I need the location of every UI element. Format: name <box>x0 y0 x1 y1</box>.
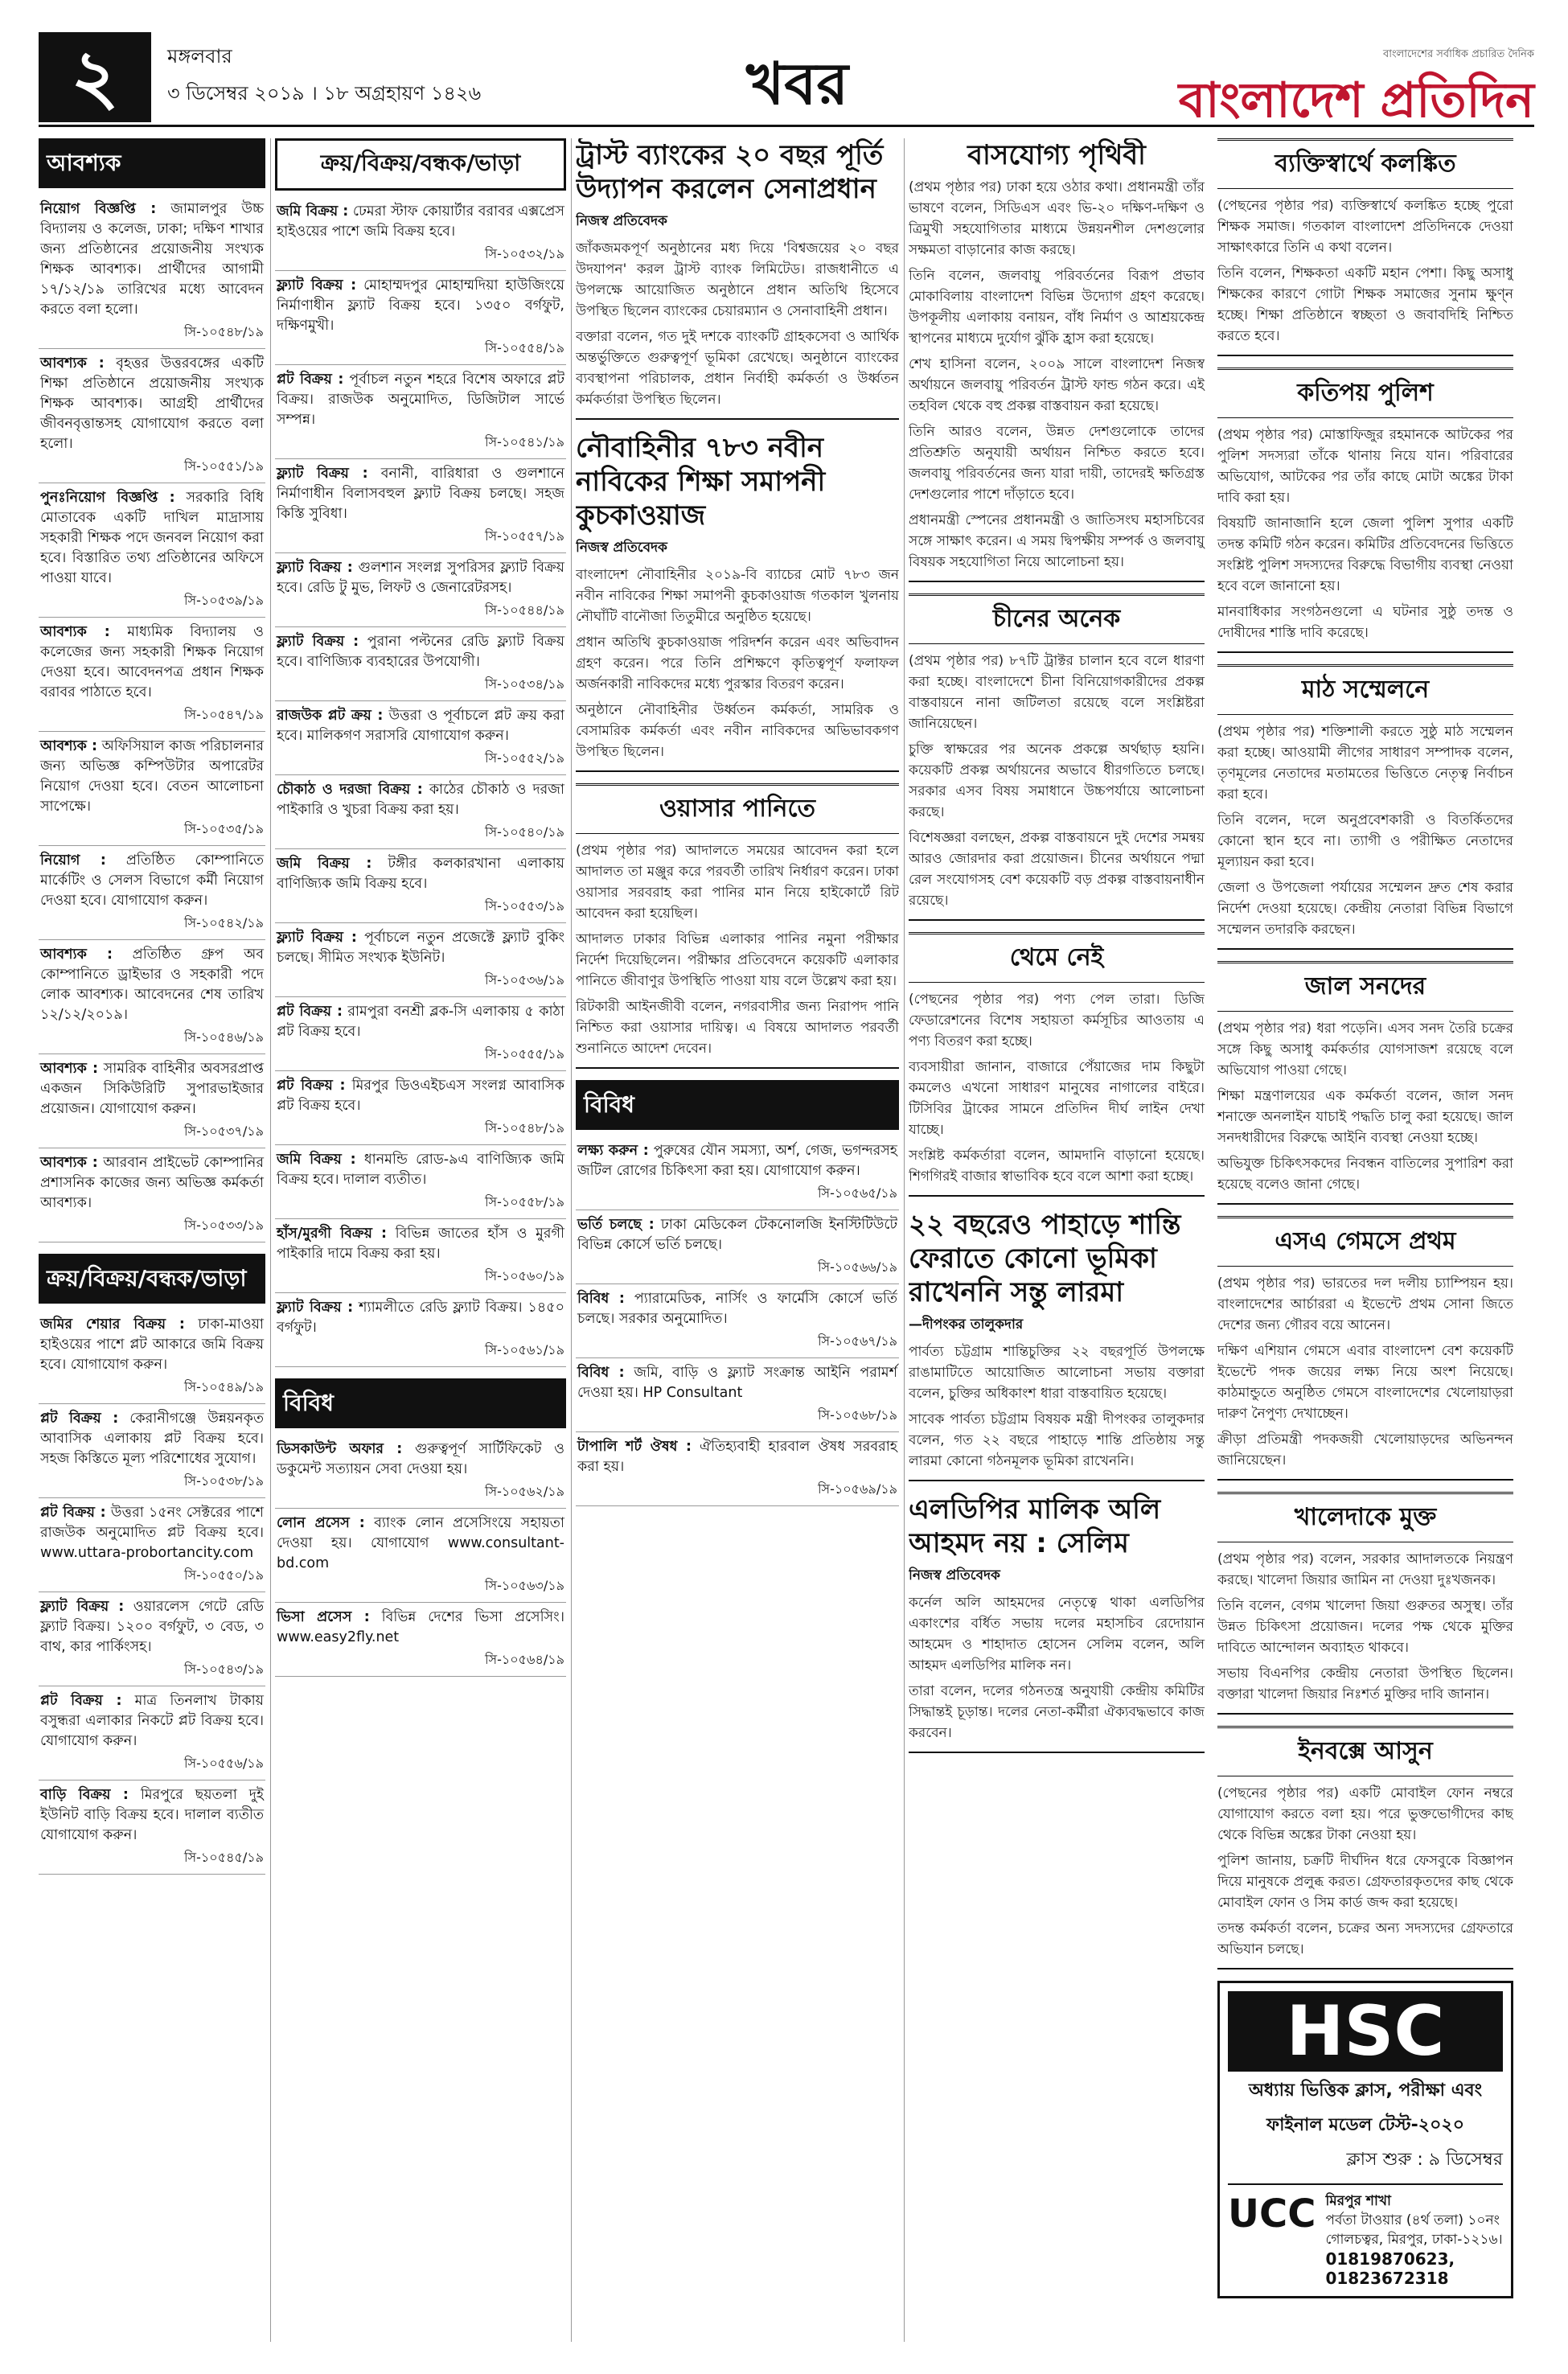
ad-code: সি-১০৫৩৯/১৯ <box>183 593 264 608</box>
ad-text: কাঠের চৌকাঠ ও দরজা পাইকারি ও খুচরা বিক্রয় করা হয়। <box>277 782 564 818</box>
article-paragraph: প্রধানমন্ত্রী স্পেনের প্রধানমন্ত্রী ও জাতিসংঘ মহাসচিবের সঙ্গে সাক্ষাৎ করেন। এ সময় দ্বিপক্ষীয় সম্পর্ক ও জলবায়ু বিষয়ক সহযোগিতা নিয়ে আলোচনা হয়। <box>909 512 1205 570</box>
article-navy <box>576 431 899 772</box>
ad-code: সি-১০৫৪৮/১৯ <box>183 324 264 339</box>
ad-code: সি-১০৫৬৯/১৯ <box>817 1481 897 1497</box>
article-paragraph: সাবেক পার্বত্য চট্টগ্রাম বিষয়ক মন্ত্রী দীপংকর তালুকদার বলেন, গত ২২ বছরে পাহাড়ে শান্তি প্রতিষ্ঠায় সন্তু লারমা কোনো গঠনমূলক ভূমিকা রাখেননি। <box>909 1411 1205 1469</box>
classified-ad <box>275 1603 566 1677</box>
classified-ad <box>39 1054 265 1148</box>
article-paragraph: (প্রথম পৃষ্ঠার পর) ঢাকা হয়ে ওঠার কথা। প্রধানমন্ত্রী তাঁর ভাষণে বলেন, সিডিএস এবং ভি-২০ দক্ষিণ-দক্ষিণ ও ত্রিমুখী সহযোগিতার মাধ্যমে উন্নয়নশীল দেশগুলোর সক্ষমতা বাড়ানোর কাজ করছে। <box>909 179 1205 258</box>
ucc-phone: 01823672318 <box>1325 2269 1449 2288</box>
ad-title: আবশ্যক : <box>40 624 110 640</box>
article-paragraph: (প্রথম পৃষ্ঠার পর) ৮৭টি ট্রাক্টর চালান হবে বলে ধারণা করা হচ্ছে। বাংলাদেশে চীনা বিনিয়োগকারীদের প্রকল্প বাস্তবায়নে নানা জটিলতা রয়েছে বলে সংশ্লিষ্টরা জানিয়েছেন। <box>909 653 1205 732</box>
ad-text: অফিসিয়াল কাজ পরিচালনার জন্য অভিজ্ঞ কম্পিউটার অপারেটর নিয়োগ দেওয়া হবে। বেতন আলোচনা সাপেক্ষে। <box>40 738 264 815</box>
ad-text: সামরিক বাহিনীর অবসরপ্রাপ্ত একজন সিকিউরিটি সুপারভাইজার প্রয়োজন। যোগাযোগ করুন। <box>40 1061 264 1117</box>
ad-title: আবশ্যক : <box>40 355 105 372</box>
ad-text: বিভিন্ন দেশের ভিসা প্রসেসিং। www.easy2fly.net <box>277 1609 564 1645</box>
classified-ad <box>275 459 566 553</box>
ad-code: সি-১০৫৬৬/১৯ <box>817 1259 897 1275</box>
ad-code: সি-১০৫৫০/১৯ <box>183 1567 264 1583</box>
article-headline: খালেদাকে মুক্ত <box>1217 1492 1513 1542</box>
ad-code: সি-১০৫৪৪/১৯ <box>484 602 564 618</box>
column-divider <box>571 138 572 2342</box>
ad-code: সি-১০৫৫৮/১৯ <box>484 1194 564 1210</box>
ad-code: সি-১০৫৫৬/১৯ <box>183 1756 264 1771</box>
classified-ad <box>39 1686 265 1780</box>
classified-ad <box>39 940 265 1054</box>
ad-code: সি-১০৫৩৬/১৯ <box>484 972 564 988</box>
article-headline: কতিপয় পুলিশ <box>1217 368 1513 418</box>
article-headline: ২২ বছরেও পাহাড়ে শান্তি ফেরাতে কোনো ভূমিকা রাখেননি সন্তু লারমা <box>909 1209 1181 1308</box>
article-headline: নৌবাহিনীর ৭৮৩ নবীন নাবিকের শিক্ষা সমাপনী কুচকাওয়াজ <box>576 432 826 532</box>
hsc-coaching-advertisement <box>1217 1981 1513 2298</box>
article-theme-nei <box>909 932 1205 1197</box>
section-title: খবর <box>746 50 848 117</box>
article-byline: —দীপংকর তালুকদার <box>909 1316 1024 1333</box>
category-heading: বিবিধ <box>275 1378 566 1428</box>
article-paragraph: ক্রীড়া প্রতিমন্ত্রী পদকজয়ী খেলোয়াড়দের অভিনন্দন জানিয়েছেন। <box>1217 1431 1513 1468</box>
article-paragraph: পার্বত্য চট্টগ্রাম শান্তিচুক্তির ২২ বছরপূর্তি উপলক্ষে রাঙামাটিতে আয়োজিত আলোচনা সভায় বক্তারা বলেন, চুক্তির অধিকাংশ ধারা বাস্তবায়িত হয়েছে। <box>909 1344 1205 1402</box>
ad-title: প্লট বিক্রয় : <box>277 1078 346 1094</box>
article-headline: এলডিপির মালিক অলি আহমদ নয় : সেলিম <box>909 1493 1161 1559</box>
ad-title: ফ্ল্যাট বিক্রয় : <box>40 1599 125 1615</box>
article-headline: ওয়াসার পানিতে <box>576 783 899 834</box>
ad-text: বৃহত্তর উত্তরবঙ্গের একটি শিক্ষা প্রতিষ্ঠানে প্রয়োজনীয় সংখ্যক শিক্ষক আবশ্যক। আগ্রহী প্রার্থীদের জীবনবৃত্তান্তসহ যোগাযোগ করতে বলা হলো। <box>40 355 264 452</box>
article-paragraph: তিনি আরও বলেন, উন্নত দেশগুলোকে তাদের প্রতিশ্রুতি অনুযায়ী অর্থায়ন নিশ্চিত করতে হবে। জলবায়ু পরিবর্তনের জন্য যারা দায়ী, তাদেরই ক্ষতিগ্রস্ত দেশগুলোর পাশে দাঁড়াতে হবে। <box>909 424 1205 503</box>
ad-text: বনানী, বারিধারা ও গুলশানে নির্মাণাধীন বিলাসবহুল ফ্ল্যাট বিক্রয় চলছে। সহজ কিস্তি সুবিধা। <box>277 466 564 522</box>
ad-code: সি-১০৫৬৪/১৯ <box>484 1652 564 1667</box>
article-police <box>1217 368 1513 653</box>
ad-code: সি-১০৫৬২/১৯ <box>484 1484 564 1499</box>
ad-text: প্রতিষ্ঠিত কোম্পানিতে মার্কেটিং ও সেলস বিভাগে কর্মী নিয়োগ দেওয়া হবে। যোগাযোগ করুন। <box>40 852 264 909</box>
classified-ad <box>275 1071 566 1145</box>
classified-ad <box>275 627 566 701</box>
article-headline: ট্রাস্ট ব্যাংকের ২০ বছর পূর্তি উদ্যাপন করলেন সেনাপ্রধান <box>576 139 884 205</box>
ad-text: মাত্র তিনলাখ টাকায় বসুন্ধরা এলাকার নিকটে প্লট বিক্রয় হবে। যোগাযোগ করুন। <box>40 1693 264 1749</box>
ad-code: সি-১০৫৩৫/১৯ <box>183 821 264 836</box>
hsc-start-date: ক্লাস শুরু : ৯ ডিসেম্বর <box>1346 2150 1503 2170</box>
ad-title: জমি বিক্রয় : <box>277 856 372 872</box>
classified-ad <box>39 1404 265 1498</box>
article-headline: মাঠ সম্মেলনে <box>1217 664 1513 715</box>
ad-code: সি-১০৫৬৮/১৯ <box>817 1407 897 1423</box>
ad-title: নিয়োগ বিজ্ঞপ্তি : <box>40 201 157 217</box>
ad-title: প্লট বিক্রয় : <box>277 372 344 388</box>
page-header <box>39 32 1534 127</box>
ad-text: প্যারামেডিক, নার্সিং ও ফার্মেসি কোর্সে ভর্তি চলছে। সরকার অনুমোদিত। <box>577 1291 897 1327</box>
ad-code: সি-১০৫৩৩/১৯ <box>183 1218 264 1233</box>
article-khaleda <box>1217 1492 1513 1715</box>
ad-text: পুরুষের যৌন সমস্যা, অর্শ, গেজ, ভগন্দরসহ জটিল রোগের চিকিৎসা করা হয়। যোগাযোগ করুন। <box>577 1143 897 1179</box>
classified-ad <box>275 923 566 997</box>
ad-text: শ্যামলীতে রেডি ফ্ল্যাট বিক্রয়। ১৪৫০ বর্গফুট। <box>277 1300 564 1336</box>
article-paragraph: আদালত ঢাকার বিভিন্ন এলাকার পানির নমুনা পরীক্ষার নির্দেশ দিয়েছিলেন। পরীক্ষার প্রতিবেদনে কয়েকটি এলাকার পানিতে জীবাণুর উপস্থিতি পাওয়া যায় বলে উল্লেখ করা হয়। <box>576 931 899 989</box>
ucc-logo: UCC <box>1228 2191 1316 2236</box>
ad-text: কেরানীগঞ্জে উন্নয়নকৃত আবাসিক এলাকায় প্লট বিক্রয় হবে। সহজ কিস্তিতে মূল্য পরিশোধের সুযোগ। <box>40 1411 264 1467</box>
classified-ad <box>275 701 566 775</box>
article-headline: থেমে নেই <box>909 932 1205 983</box>
ad-code: সি-১০৫৪৩/১৯ <box>183 1661 264 1677</box>
hsc-subtitle: ফাইনাল মডেল টেস্ট-২০২০ <box>1266 2115 1464 2135</box>
ad-title: প্লট বিক্রয় : <box>40 1693 122 1709</box>
classified-ad <box>39 732 265 846</box>
ad-title: পুনঃনিয়োগ বিজ্ঞপ্তি : <box>40 490 175 506</box>
ad-text: ঢেমরা স্টাফ কোয়ার্টার বরাবর এক্সপ্রেস হাইওয়ের পাশে জমি বিক্রয় হবে। <box>277 203 564 240</box>
ad-title: টাপালি শর্ট ঔষধ : <box>577 1439 692 1455</box>
article-trust-bank <box>576 138 899 420</box>
ad-title: জমির শেয়ার বিক্রয় : <box>40 1316 185 1333</box>
article-math <box>1217 664 1513 950</box>
article-paragraph: অভিযুক্ত চিকিৎসকদের নিবন্ধন বাতিলের সুপারিশ করা হয়েছে বলেও জানা গেছে। <box>1217 1156 1513 1193</box>
ucc-branch: মিরপুর শাখা <box>1325 2193 1391 2209</box>
ad-title: বাড়ি বিক্রয় : <box>40 1787 129 1803</box>
ad-title: প্লট বিক্রয় : <box>40 1411 119 1427</box>
ad-code: সি-১০৫৬১/১৯ <box>484 1342 564 1357</box>
ad-code: সি-১০৫৪৬/১৯ <box>183 1029 264 1045</box>
article-byline: নিজস্ব প্রতিবেদক <box>576 540 667 556</box>
masthead <box>1179 47 1534 144</box>
ad-text: জমি, বাড়ি ও ফ্ল্যাট সংক্রান্ত আইনি পরামর্শ দেওয়া হয়। HP Consultant <box>577 1365 897 1401</box>
ad-text: রামপুরা বনশ্রী ব্লক-সি এলাকায় ৫ কাঠা প্লট বিক্রয় হবে। <box>277 1004 564 1040</box>
classified-ad <box>39 618 265 732</box>
article-paragraph: (প্রথম পৃষ্ঠার পর) মোস্তাফিজুর রহমানকে আটকের পর পুলিশ সদস্যরা তাঁকে থানায় নিয়ে যান। পরিবারের অভিযোগ, আটকের পর তাঁর কাছে মোটা অঙ্কের টাকা দাবি করা হয়। <box>1217 427 1513 506</box>
classified-ad <box>576 1210 899 1284</box>
ad-text: পূর্বাচল নতুন শহরে বিশেষ অফারে প্লট বিক্রয়। রাজউক অনুমোদিত, ডিজিটাল সার্ভে সম্পন্ন। <box>277 372 564 428</box>
ad-code: সি-১০৫৬০/১৯ <box>484 1268 564 1284</box>
article-byline: নিজস্ব প্রতিবেদক <box>576 213 667 229</box>
ad-title: লোন প্রসেস : <box>277 1515 365 1531</box>
classified-ad <box>275 1219 566 1293</box>
ad-text: পূর্বাচলে নতুন প্রজেক্টে ফ্ল্যাট বুকিং চলছে। সীমিত সংখ্যক ইউনিট। <box>277 930 564 966</box>
category-heading: বিবিধ <box>576 1080 899 1130</box>
news-column-d <box>909 138 1513 2342</box>
article-paragraph: প্রধান অতিথি কুচকাওয়াজ পরিদর্শন করেন এবং অভিবাদন গ্রহণ করেন। পরে তিনি প্রশিক্ষণে কৃতিত্বপূর্ণ ফলাফল অর্জনকারী নাবিকদের মধ্যে পুরস্কার বিতরণ করেন। <box>576 635 899 692</box>
ad-code: সি-১০৫৬৫/১৯ <box>817 1185 897 1201</box>
article-paragraph: মানবাধিকার সংগঠনগুলো এ ঘটনার সুষ্ঠু তদন্ত ও দোষীদের শাস্তি দাবি করেছে। <box>1217 604 1513 641</box>
classified-ad <box>39 483 265 618</box>
article-paragraph: বাংলাদেশ নৌবাহিনীর ২০১৯-বি ব্যাচের মোট ৭৮৩ জন নবীন নাবিকের শিক্ষা সমাপনী কুচকাওয়াজ গতকাল খুলনায় নৌঘাঁটি বানৌজা তিতুমীরে অনুষ্ঠিত হয়েছে। <box>576 567 899 625</box>
classifieds-column-right <box>275 138 566 2342</box>
classified-ad <box>275 1509 566 1603</box>
ad-text: ঐতিহ্যবাহী হারবাল ঔষধ সরবরাহ করা হয়। <box>577 1439 897 1475</box>
ad-text: সরকারি বিধি মোতাবেক একটি দাখিল মাদ্রাসায় সহকারী শিক্ষক পদে জনবল নিয়োগ করা হবে। বিস্তারিত তথ্য প্রতিষ্ঠানের অফিসে পাওয়া যাবে। <box>40 490 264 586</box>
ad-code: সি-১০৫৫২/১৯ <box>484 750 564 766</box>
hsc-subtitle: অধ্যায় ভিত্তিক ক্লাস, পরীক্ষা এবং <box>1248 2080 1483 2101</box>
ad-title: বিবিধ : <box>577 1291 625 1307</box>
ad-title: ফ্ল্যাট বিক্রয় : <box>277 930 357 946</box>
ad-title: ফ্ল্যাট বিক্রয় : <box>277 466 368 482</box>
ad-text: ধানমন্ডি রোড-৯এ বাণিজ্যিক জমি বিক্রয় হবে। দালাল ব্যতীত। <box>277 1152 564 1188</box>
classified-ad <box>39 1780 265 1875</box>
classifieds-column-left <box>39 138 265 2342</box>
article-paragraph: বিশেষজ্ঞরা বলছেন, প্রকল্প বাস্তবায়নে দুই দেশের সমন্বয় আরও জোরদার করা প্রয়োজন। চীনের অর্থায়নে পদ্মা রেল সংযোগসহ বেশ কয়েকটি বড় প্রকল্প বাস্তবায়নাধীন রয়েছে। <box>909 830 1205 909</box>
article-paragraph: (পেছনের পৃষ্ঠার পর) পণ্য পেল তারা। ডিজি ফেডারেশনের বিশেষ সহায়তা কর্মসূচির আওতায় এ পণ্য বিতরণ করা হচ্ছে। <box>909 992 1205 1049</box>
article-ldp <box>909 1493 1205 1753</box>
article-paragraph: জাঁকজমকপূর্ণ অনুষ্ঠানের মধ্য দিয়ে 'বিশ্বজয়ের ২০ বছর উদযাপন' করল ট্রাস্ট ব্যাংক লিমিটেড। রাজধানীতে এ উপলক্ষে আয়োজিত অনুষ্ঠানে প্রধান অতিথি হিসেবে উপস্থিত ছিলেন ব্যাংকের চেয়ারম্যান ও সেনাবাহিনী প্রধান। <box>576 240 899 319</box>
article-paragraph: জেলা ও উপজেলা পর্যায়ের সম্মেলন দ্রুত শেষ করার নির্দেশ দেওয়া হয়েছে। কেন্দ্রীয় নেতারা বিভিন্ন বিভাগে সম্মেলন তদারকি করছেন। <box>1217 880 1513 938</box>
ad-title: প্লট বিক্রয় : <box>277 1004 343 1020</box>
ad-title: বিবিধ : <box>577 1365 625 1381</box>
ad-title: আবশ্যক : <box>40 1155 98 1171</box>
ad-code: সি-১০৫৩২/১৯ <box>484 246 564 261</box>
classified-ad <box>275 1145 566 1219</box>
classified-ad <box>39 846 265 940</box>
ad-text: মিরপুরে ছয়তলা দুই ইউনিট বাড়ি বিক্রয় হবে। দালাল ব্যতীত যোগাযোগ করুন। <box>40 1787 265 1843</box>
article-paragraph: (প্রথম পৃষ্ঠার পর) ভারতের দল দলীয় চ্যাম্পিয়ন হয়। বাংলাদেশের আর্চাররা এ ইভেন্টে প্রথম সোনা জিতে দেশের জন্য গৌরব বয়ে আনেন। <box>1217 1275 1513 1333</box>
article-china <box>909 594 1205 921</box>
classified-ad <box>275 365 566 459</box>
article-paragraph: (পেছনের পৃষ্ঠার পর) ব্যক্তিস্বার্থে কলঙ্কিত হচ্ছে পুরো শিক্ষক সমাজ। গতকাল বাংলাদেশ প্রতিদিনকে দেওয়া সাক্ষাৎকারে তিনি এ কথা বলেন। <box>1217 198 1513 256</box>
ad-text: বিভিন্ন জাতের হাঁস ও মুরগী পাইকারি দামে বিক্রয় করা হয়। <box>277 1226 564 1262</box>
classified-ad <box>39 195 265 349</box>
classified-ad <box>39 1592 265 1686</box>
ad-code: সি-১০৫৪৫/১৯ <box>183 1850 264 1865</box>
ucc-address: পর্বতা টাওয়ার (৪র্থ তলা) ১০নং গোলচত্বর, মিরপুর, ঢাকা-১২১৬। <box>1325 2212 1503 2248</box>
ad-title: আবশ্যক : <box>40 947 113 963</box>
article-paragraph: (প্রথম পৃষ্ঠার পর) বলেন, সরকার আদালতকে নিয়ন্ত্রণ করছে। খালেদা জিয়ার জামিন না দেওয়া দুঃখজনক। <box>1217 1551 1513 1588</box>
category-heading: আবশ্যক <box>39 138 265 188</box>
ad-code: সি-১০৫৬৩/১৯ <box>484 1578 564 1593</box>
article-basajog <box>909 138 1205 582</box>
article-jaal <box>1217 961 1513 1205</box>
ad-title: ফ্ল্যাট বিক্রয় : <box>277 1300 354 1316</box>
ad-text: জামালপুর উচ্চ বিদ্যালয় ও কলেজ, ঢাকা; দক্ষিণ শাখার জন্য প্রতিষ্ঠানের প্রয়োজনীয় সংখ্যক শিক্ষক আবশ্যক। প্রার্থীদের আগামী ১৭/১২/১৯ তারিখের মধ্যে আবেদন করতে বলা হলো। <box>40 201 264 318</box>
ad-title: লক্ষ্য করুন : <box>577 1143 649 1159</box>
classified-ad <box>275 849 566 923</box>
article-paragraph: (পেছনের পৃষ্ঠার পর) একটি মোবাইল ফোন নম্বরে যোগাযোগ করতে বলা হয়। পরে ভুক্তভোগীদের কাছ থেকে বিভিন্ন অঙ্কের টাকা নেওয়া হয়। <box>1217 1785 1513 1843</box>
article-paragraph: তিনি বলেন, শিক্ষকতা একটি মহান পেশা। কিছু অসাধু শিক্ষকের কারণে গোটা শিক্ষক সমাজের সুনাম ক্ষুণ্ন হচ্ছে। শিক্ষা প্রতিষ্ঠানে স্বচ্ছতা ও জবাবদিহি নিশ্চিত করতে হবে। <box>1217 265 1513 344</box>
masthead-tagline: বাংলাদেশের সর্বাধিক প্রচারিত দৈনিক <box>1382 48 1534 60</box>
ad-title: প্লট বিক্রয় : <box>40 1505 106 1521</box>
article-headline: জাল সনদের <box>1217 961 1513 1012</box>
article-sa-games <box>1217 1216 1513 1481</box>
classified-ad <box>275 1435 566 1509</box>
article-invest <box>1217 1726 1513 1969</box>
ad-code: সি-১০৫৫৫/১৯ <box>484 1046 564 1062</box>
ad-title: নিয়োগ : <box>40 852 106 869</box>
ad-text: প্রতিষ্ঠিত গ্রুপ অব কোম্পানিতে ড্রাইভার ও সহকারী পদে লোক আবশ্যক। আবেদনের শেষ তারিখ ১২/১২/২০১৯। <box>40 947 264 1023</box>
ad-title: ফ্ল্যাট বিক্রয় : <box>277 560 353 576</box>
ad-text: ঢাকা মেডিকেল টেকনোলজি ইনস্টিটিউটে বিভিন্ন কোর্সে ভর্তি চলছে। <box>577 1217 897 1253</box>
classified-ad <box>275 197 566 271</box>
ad-text: মিরপুর ডিওএইচএস সংলগ্ন আবাসিক প্লট বিক্রয় হবে। <box>277 1078 564 1114</box>
ad-code: সি-১০৫৩৭/১৯ <box>183 1123 264 1139</box>
ad-code: সি-১০৫৪২/১৯ <box>183 915 264 930</box>
article-paragraph: শিক্ষা মন্ত্রণালয়ের এক কর্মকর্তা বলেন, জাল সনদ শনাক্তে অনলাইন যাচাই পদ্ধতি চালু করা হয়েছে। জাল সনদধারীদের বিরুদ্ধে আইনি ব্যবস্থা নেওয়া হচ্ছে। <box>1217 1088 1513 1146</box>
article-paragraph: বক্তারা বলেন, গত দুই দশকে ব্যাংকটি গ্রাহকসেবা ও আর্থিক অন্তর্ভুক্তিতে গুরুত্বপূর্ণ ভূমিকা রেখেছে। অনুষ্ঠানে ব্যাংকের ব্যবস্থাপনা পরিচালক, প্রধান নির্বাহী কর্মকর্তা ও উর্ধ্বতন কর্মকর্তারা উপস্থিত ছিলেন। <box>576 329 899 408</box>
classified-ad <box>576 1284 899 1358</box>
ad-title: ফ্ল্যাট বিক্রয় : <box>277 634 359 650</box>
ad-text: গুলশান সংলগ্ন সুপরিসর ফ্ল্যাট বিক্রয় হবে। রেডি টু মুভ, লিফট ও জেনারেটরসহ। <box>277 560 564 596</box>
article-paragraph: তিনি বলেন, জলবায়ু পরিবর্তনের বিরূপ প্রভাব মোকাবিলায় বাংলাদেশ বিভিন্ন উদ্যোগ গ্রহণ করেছে। উপকূলীয় এলাকায় বনায়ন, বাঁধ নির্মাণ ও আশ্রয়কেন্দ্র স্থাপনের মাধ্যমে দুর্যোগ ঝুঁকি হ্রাস করা হয়েছে। <box>909 268 1205 347</box>
classified-ad <box>576 1358 899 1432</box>
article-headline: বাসযোগ্য পৃথিবী <box>967 139 1146 171</box>
classified-ad <box>275 1293 566 1367</box>
ad-code: সি-১০৫৫১/১৯ <box>183 458 264 474</box>
ucc-phone: 01819870623, <box>1325 2249 1455 2269</box>
ad-title: জমি বিক্রয় : <box>277 1152 356 1168</box>
ad-code: সি-১০৫৩৪/১৯ <box>484 676 564 692</box>
ad-text: মাধ্যমিক বিদ্যালয় ও কলেজের জন্য সহকারী শিক্ষক নিয়োগ দেওয়া হবে। আবেদনপত্র প্রধান শিক্ষক বরাবর পাঠাতে হবে। <box>40 624 264 700</box>
article-paragraph: দক্ষিণ এশিয়ান গেমসে এবার বাংলাদেশ বেশ কয়েকটি ইভেন্টে পদক জয়ের লক্ষ্য নিয়ে অংশ নিয়েছে। কাঠমান্ডুতে অনুষ্ঠিত গেমসে বাংলাদেশের খেলোয়াড়রা দারুণ নৈপুণ্য দেখাচ্ছেন। <box>1217 1343 1513 1422</box>
article-headline: চীনের অনেক <box>909 594 1205 644</box>
category-heading: ক্রয়/বিক্রয়/বন্ধক/ভাড়া <box>275 138 566 191</box>
article-paragraph: তদন্ত কর্মকর্তা বলেন, চক্রের অন্য সদস্যদের গ্রেফতারে অভিযান চলছে। <box>1217 1920 1513 1957</box>
ad-code: সি-১০৫৩৮/১৯ <box>183 1473 264 1489</box>
ad-text: উত্তরা ও পূর্বাচলে প্লট ক্রয় করা হবে। মালিকগণ সরাসরি যোগাযোগ করুন। <box>277 708 564 744</box>
ad-title: ফ্ল্যাট বিক্রয় : <box>277 277 357 294</box>
classified-ad <box>275 271 566 365</box>
ad-code: সি-১০৫৫৭/১৯ <box>484 528 564 544</box>
column-divider <box>904 138 905 2342</box>
ad-code: সি-১০৫৫৩/১৯ <box>484 898 564 914</box>
article-paragraph: শেখ হাসিনা বলেন, ২০০৯ সালে বাংলাদেশ নিজস্ব অর্থায়নে জলবায়ু পরিবর্তন ট্রাস্ট ফান্ড গঠন করে। এই তহবিল থেকে বহু প্রকল্প বাস্তবায়ন করা হয়েছে। <box>909 356 1205 414</box>
article-paragraph: তিনি বলেন, দলে অনুপ্রবেশকারী ও বিতর্কিতদের কোনো স্থান হবে না। ত্যাগী ও পরীক্ষিত নেতাদের মূল্যায়ন করা হবে। <box>1217 812 1513 870</box>
article-wasa <box>576 783 899 1069</box>
date-label: ৩ ডিসেম্বর ২০১৯ । ১৮ অগ্রহায়ণ ১৪২৬ <box>167 82 482 105</box>
classified-ad <box>275 775 566 849</box>
category-heading: ক্রয়/বিক্রয়/বন্ধক/ভাড়া <box>39 1254 265 1304</box>
day-label: মঙ্গলবার <box>167 45 232 68</box>
ad-title: চৌকাঠ ও দরজা বিক্রয় : <box>277 782 423 798</box>
ad-text: ওয়ারলেস গেটে রেডি ফ্ল্যাট বিক্রয়। ১২০০ বর্গফুট, ৩ বেড, ৩ বাথ, কার পার্কিংসহ। <box>40 1599 264 1655</box>
article-paragraph: বিষয়টি জানাজানি হলে জেলা পুলিশ সুপার একটি তদন্ত কমিটি গঠন করেন। কমিটির প্রতিবেদনের ভিত্তিতে সংশ্লিষ্ট পুলিশ সদস্যদের বিরুদ্ধে বিভাগীয় ব্যবস্থা নেওয়া হবে বলে জানানো হয়। <box>1217 515 1513 594</box>
ad-text: উত্তরা ১৫নং সেক্টরের পাশে রাজউক অনুমোদিত প্লট বিক্রয় হবে। www.uttara-probortancity.com <box>40 1505 264 1561</box>
article-paragraph: (প্রথম পৃষ্ঠার পর) শক্তিশালী করতে সুষ্ঠু মাঠ সম্মেলন করা হচ্ছে। আওয়ামী লীগের সাধারণ সম্পাদক বলেন, তৃণমূলের নেতাদের মতামতের ভিত্তিতে নেতৃত্ব নির্বাচন করা হবে। <box>1217 724 1513 803</box>
ad-title: আবশ্যক : <box>40 1061 99 1077</box>
ad-code: সি-১০৫৪০/১৯ <box>484 824 564 840</box>
classified-ad <box>275 553 566 627</box>
ad-title: ভিসা প্রসেস : <box>277 1609 370 1625</box>
ad-code: সি-১০৫৫৪/১৯ <box>484 340 564 355</box>
article-paragraph: তিনি বলেন, বেগম খালেদা জিয়া গুরুতর অসুস্থ। তাঁর উন্নত চিকিৎসা প্রয়োজন। দলের পক্ষ থেকে মুক্তির দাবিতে আন্দোলন অব্যাহত থাকবে। <box>1217 1598 1513 1656</box>
misc-classifieds <box>576 1080 899 1506</box>
ad-title: ভর্তি চলছে : <box>577 1217 655 1233</box>
ad-title: রাজউক প্লট ক্রয় : <box>277 708 384 724</box>
article-pahar <box>909 1208 1205 1481</box>
article-paragraph: রিটকারী আইনজীবী বলেন, নগরবাসীর জন্য নিরাপদ পানি নিশ্চিত করা ওয়াসার দায়িত্ব। এ বিষয়ে আদালত পরবর্তী শুনানিতে আদেশ দেবেন। <box>576 999 899 1057</box>
masthead-logo: বাংলাদেশ প্রতিদিন <box>1178 72 1534 129</box>
ad-code: সি-১০৫৪৯/১৯ <box>183 1379 264 1394</box>
article-paragraph: অনুষ্ঠানে নৌবাহিনীর উর্ধ্বতন কর্মকর্তা, সামরিক ও বেসামরিক কর্মকর্তা এবং নবীন নাবিকদের অভিভাবকগণ উপস্থিত ছিলেন। <box>576 702 899 760</box>
classified-ad <box>576 1432 899 1506</box>
classified-ad <box>39 349 265 483</box>
news-column-c <box>576 138 899 2342</box>
classified-ad <box>39 1498 265 1592</box>
article-paragraph: (প্রথম পৃষ্ঠার পর) আদালতে সময়ের আবেদন করা হলে আদালত তা মঞ্জুর করে পরবর্তী তারিখ নির্ধারণ করেন। ঢাকা ওয়াসার সরবরাহ করা পানির মান নিয়ে হাইকোর্টে রিট আবেদন করা হয়েছিল। <box>576 843 899 922</box>
ad-text: ব্যাংক লোন প্রসেসিংয়ে সহায়তা দেওয়া হয়। যোগাযোগ www.consultant-bd.com <box>277 1515 564 1571</box>
ad-code: সি-১০৫৬৭/১৯ <box>817 1333 897 1349</box>
article-byline: নিজস্ব প্রতিবেদক <box>909 1567 1000 1583</box>
classified-ad <box>275 997 566 1071</box>
article-kolonkito <box>1217 138 1513 356</box>
article-headline: ব্যক্তিস্বার্থে কলঙ্কিত <box>1217 138 1513 189</box>
ad-text: গুরুত্বপূর্ণ সার্টিফিকেট ও ডকুমেন্ট সত্যায়ন সেবা দেওয়া হয়। <box>277 1441 564 1477</box>
classified-ad <box>576 1136 899 1210</box>
page-number: ২ <box>39 32 151 122</box>
article-paragraph: তারা বলেন, দলের গঠনতন্ত্র অনুযায়ী কেন্দ্রীয় কমিটির সিদ্ধান্তই চূড়ান্ত। দলের নেতা-কর্মীরা ঐক্যবদ্ধভাবে কাজ করবেন। <box>909 1683 1205 1741</box>
classified-ad <box>39 1310 265 1404</box>
ad-title: ডিসকাউন্ট অফার : <box>277 1441 403 1457</box>
article-headline: ইনবক্সে আসুন <box>1217 1726 1513 1776</box>
ad-title: আবশ্যক : <box>40 738 97 754</box>
ad-code: সি-১০৫৪৭/১৯ <box>183 707 264 722</box>
column-divider <box>270 138 271 2342</box>
ad-text: ঢাকা-মাওয়া হাইওয়ের পাশে প্লট আকারে জমি বিক্রয় হবে। যোগাযোগ করুন। <box>40 1316 264 1373</box>
article-paragraph: সংশ্লিষ্ট কর্মকর্তারা বলেন, আমদানি বাড়ানো হয়েছে। শিগগিরই বাজার স্বাভাবিক হবে বলে আশা করা হচ্ছে। <box>909 1148 1205 1185</box>
ad-text: টঙ্গীর কলকারখানা এলাকায় বাণিজ্যিক জমি বিক্রয় হবে। <box>277 856 564 892</box>
ad-code: সি-১০৫৪১/১৯ <box>484 434 564 450</box>
article-paragraph: চুক্তি স্বাক্ষরের পর অনেক প্রকল্পে অর্থছাড় হয়নি। কয়েকটি প্রকল্প অর্থায়নের অভাবে ধীরগতিতে চলছে। সরকার এসব বিষয় সমাধানে উচ্চপর্যায়ে আলোচনা করছে। <box>909 741 1205 820</box>
article-paragraph: কর্নেল অলি আহমদের নেতৃত্বে থাকা এলডিপির একাংশের বর্ধিত সভায় দলের মহাসচিব রেদোয়ান আহমেদ ও শাহাদাত হোসেন সেলিম বলেন, অলি আহমদ এলডিপির মালিক নন। <box>909 1595 1205 1674</box>
ad-text: মোহাম্মদপুর মোহাম্মদিয়া হাউজিংয়ে নির্মাণাধীন ফ্ল্যাট বিক্রয় হবে। ১৩৫০ বর্গফুট, দক্ষিণমুখী। <box>277 277 564 334</box>
ad-text: আরবান প্রাইভেট কোম্পানির প্রশাসনিক কাজের জন্য অভিজ্ঞ কর্মকর্তা আবশ্যক। <box>40 1155 264 1211</box>
hsc-title: HSC <box>1228 1991 1503 2072</box>
article-paragraph: ব্যবসায়ীরা জানান, বাজারে পেঁয়াজের দাম কিছুটা কমলেও এখনো সাধারণ মানুষের নাগালের বাইরে। টিসিবির ট্রাকের সামনে প্রতিদিন দীর্ঘ লাইন দেখা যাচ্ছে। <box>909 1059 1205 1138</box>
classified-ad <box>39 1148 265 1242</box>
ad-title: জমি বিক্রয় : <box>277 203 349 220</box>
article-paragraph: সভায় বিএনপির কেন্দ্রীয় নেতারা উপস্থিত ছিলেন। বক্তারা খালেদা জিয়ার নিঃশর্ত মুক্তির দাবি জানান। <box>1217 1665 1513 1702</box>
article-paragraph: (প্রথম পৃষ্ঠার পর) ধরা পড়েনি। এসব সনদ তৈরি চক্রের সঙ্গে কিছু অসাধু কর্মকর্তার যোগসাজশ রয়েছে বলে অভিযোগ পাওয়া গেছে। <box>1217 1021 1513 1078</box>
ad-code: সি-১০৫৪৮/১৯ <box>484 1120 564 1136</box>
article-headline: এসএ গেমসে প্রথম <box>1217 1216 1513 1267</box>
ad-title: হাঁস/মুরগী বিক্রয় : <box>277 1226 388 1242</box>
ad-text: পুরানা পল্টনের রেডি ফ্ল্যাট বিক্রয় হবে। বাণিজ্যিক ব্যবহারের উপযোগী। <box>277 634 564 670</box>
article-paragraph: পুলিশ জানায়, চক্রটি দীর্ঘদিন ধরে ফেসবুকে বিজ্ঞাপন দিয়ে মানুষকে প্রলুব্ধ করত। গ্রেফতারকৃতদের কাছ থেকে মোবাইল ফোন ও সিম কার্ড জব্দ করা হয়েছে। <box>1217 1853 1513 1911</box>
